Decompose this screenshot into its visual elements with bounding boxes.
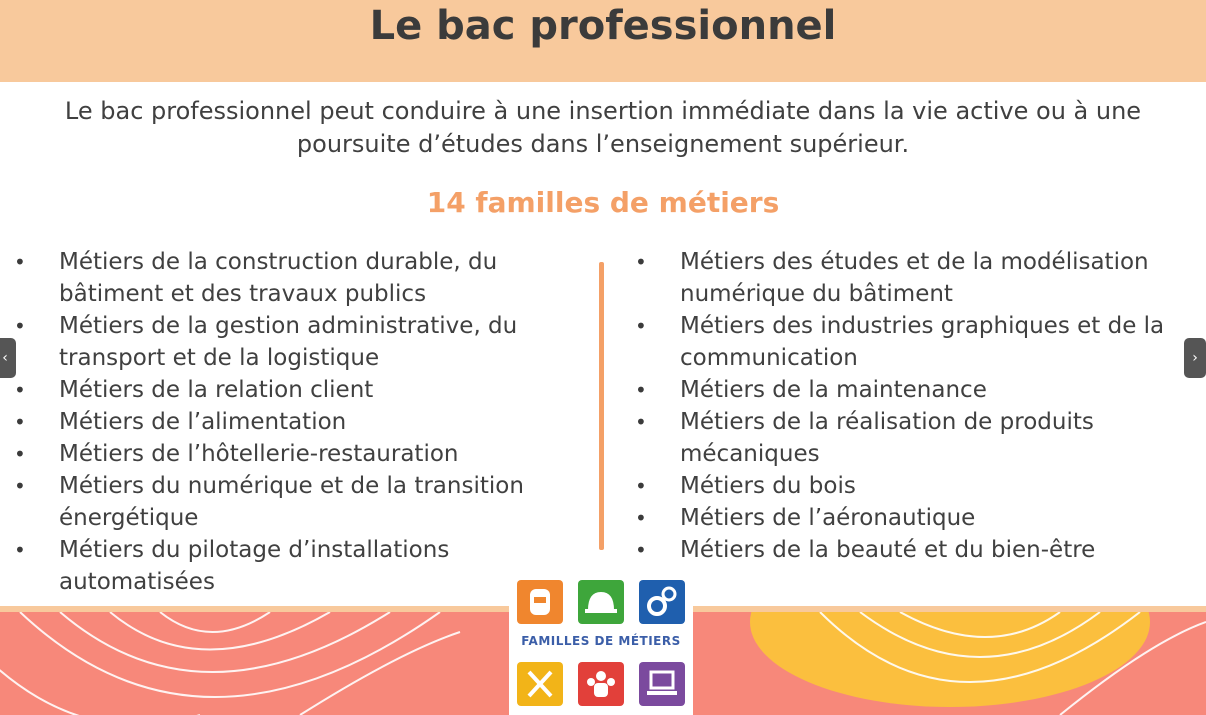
- bullet-icon: •: [14, 410, 26, 434]
- chevron-right-icon: ›: [1192, 350, 1198, 366]
- left-list: [14, 246, 574, 598]
- bullet-icon: •: [635, 474, 647, 498]
- list-item: • Métiers de la réalisation de produits mécaniques: [635, 406, 1205, 470]
- bullet-icon: •: [14, 250, 26, 274]
- bullet-icon: •: [635, 538, 647, 562]
- slide-title: Le bac professionnel: [369, 3, 837, 49]
- bullet-icon: •: [635, 506, 647, 530]
- bullet-icon: •: [14, 314, 26, 338]
- hard-hat-icon: [578, 580, 624, 624]
- bullet-icon: •: [635, 250, 647, 274]
- laptop-icon: [639, 662, 685, 706]
- chevron-left-icon: ‹: [2, 350, 8, 366]
- bullet-icon: •: [635, 410, 647, 434]
- list-item: • Métiers du numérique et de la transition énergétique: [14, 470, 574, 534]
- list-item: • Métiers de la gestion administrative, du transport et de la logistique: [14, 310, 574, 374]
- list-item: • Métiers des industries graphiques et de la communication: [635, 310, 1205, 374]
- list-item: • Métiers du pilotage d’installations automatisées: [14, 534, 574, 598]
- welder-mask-icon: [517, 580, 563, 624]
- familles-de-metiers-logo: [509, 574, 693, 715]
- list-item: • Métiers de la construction durable, du bâtiment et des travaux publics: [14, 246, 574, 310]
- previous-slide-button[interactable]: [0, 338, 16, 378]
- list-item: • Métiers de l’alimentation: [14, 406, 574, 438]
- list-item: • Métiers de la maintenance: [635, 374, 1205, 406]
- intro-text: Le bac professionnel peut conduire à une insertion immédiate dans la vie active ou à une poursuite d’études dans l’enseignement supérieur.: [64, 97, 1142, 158]
- bullet-icon: •: [14, 378, 26, 402]
- section-subtitle: 14 familles de métiers: [426, 186, 780, 219]
- list-item: • Métiers de l’hôtellerie-restauration: [14, 438, 574, 470]
- list-item: • Métiers du bois: [635, 470, 1205, 502]
- logo-label: FAMILLES DE MÉTIERS: [521, 634, 681, 648]
- column-divider: [599, 262, 604, 550]
- next-slide-button[interactable]: [1184, 338, 1206, 378]
- list-item: • Métiers des études et de la modélisation numérique du bâtiment: [635, 246, 1205, 310]
- bullet-icon: •: [14, 538, 26, 562]
- list-item: • Métiers de la beauté et du bien-être: [635, 534, 1205, 566]
- people-icon: [578, 662, 624, 706]
- bullet-icon: •: [635, 314, 647, 338]
- list-item: • Métiers de la relation client: [14, 374, 574, 406]
- list-item: • Métiers de l’aéronautique: [635, 502, 1205, 534]
- right-list: [635, 246, 1205, 566]
- bullet-icon: •: [14, 442, 26, 466]
- bullet-icon: •: [14, 474, 26, 498]
- bullet-icon: •: [635, 378, 647, 402]
- tools-icon: [517, 662, 563, 706]
- gears-icon: [639, 580, 685, 624]
